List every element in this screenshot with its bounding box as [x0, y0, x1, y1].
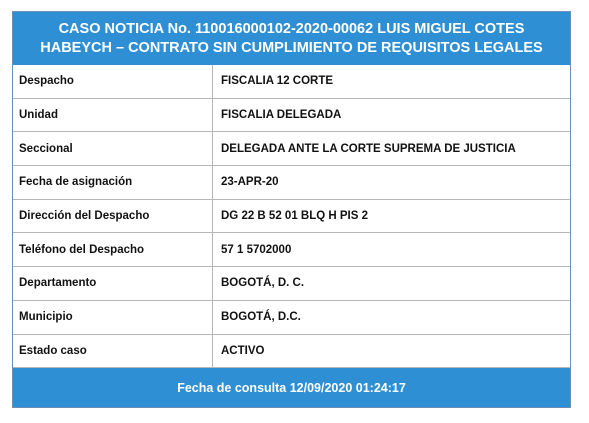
table-row-unidad [13, 99, 570, 133]
row-label: Seccional [13, 132, 213, 165]
case-details-table [13, 65, 570, 368]
row-label: Teléfono del Despacho [13, 233, 213, 266]
row-value: FISCALIA 12 CORTE [221, 75, 334, 88]
table-row-estado-caso [13, 335, 570, 369]
row-label: Unidad [13, 99, 213, 132]
case-title-header [13, 12, 570, 65]
row-label: Dirección del Despacho [13, 200, 213, 233]
case-info-card [12, 11, 571, 408]
row-label: Fecha de asignación [13, 166, 213, 199]
row-value: DG 22 B 52 01 BLQ H PIS 2 [221, 210, 369, 223]
table-row-direccion [13, 200, 570, 234]
row-value: DELEGADA ANTE LA CORTE SUPREMA DE JUSTICIA [221, 142, 516, 155]
row-label: Departamento [13, 267, 213, 300]
row-label: Estado caso [13, 335, 213, 368]
row-value: BOGOTÁ, D.C. [221, 311, 301, 324]
case-title-line-2: HABEYCH – CONTRATO SIN CUMPLIMIENTO DE REQUISITOS LEGALES [40, 39, 543, 56]
row-value: BOGOTÁ, D. C. [221, 277, 305, 290]
row-value: 23-APR-20 [221, 176, 279, 189]
consultation-date-text: Fecha de consulta 12/09/2020 01:24:17 [177, 380, 406, 395]
case-title-line-1: CASO NOTICIA No. 110016000102-2020-00062 LUIS MIGUEL COTES [58, 20, 525, 37]
row-value: FISCALIA DELEGADA [221, 109, 342, 122]
table-row-departamento [13, 267, 570, 301]
table-row-seccional [13, 132, 570, 166]
table-row-despacho [13, 65, 570, 99]
table-row-fecha-asignacion [13, 166, 570, 200]
row-label: Despacho [13, 65, 213, 98]
case-title [40, 20, 542, 58]
row-value: ACTIVO [221, 344, 265, 357]
row-value: 57 1 5702000 [221, 243, 292, 256]
consultation-date-footer [13, 368, 570, 407]
row-label: Municipio [13, 301, 213, 334]
table-row-telefono [13, 233, 570, 267]
table-row-municipio [13, 301, 570, 335]
